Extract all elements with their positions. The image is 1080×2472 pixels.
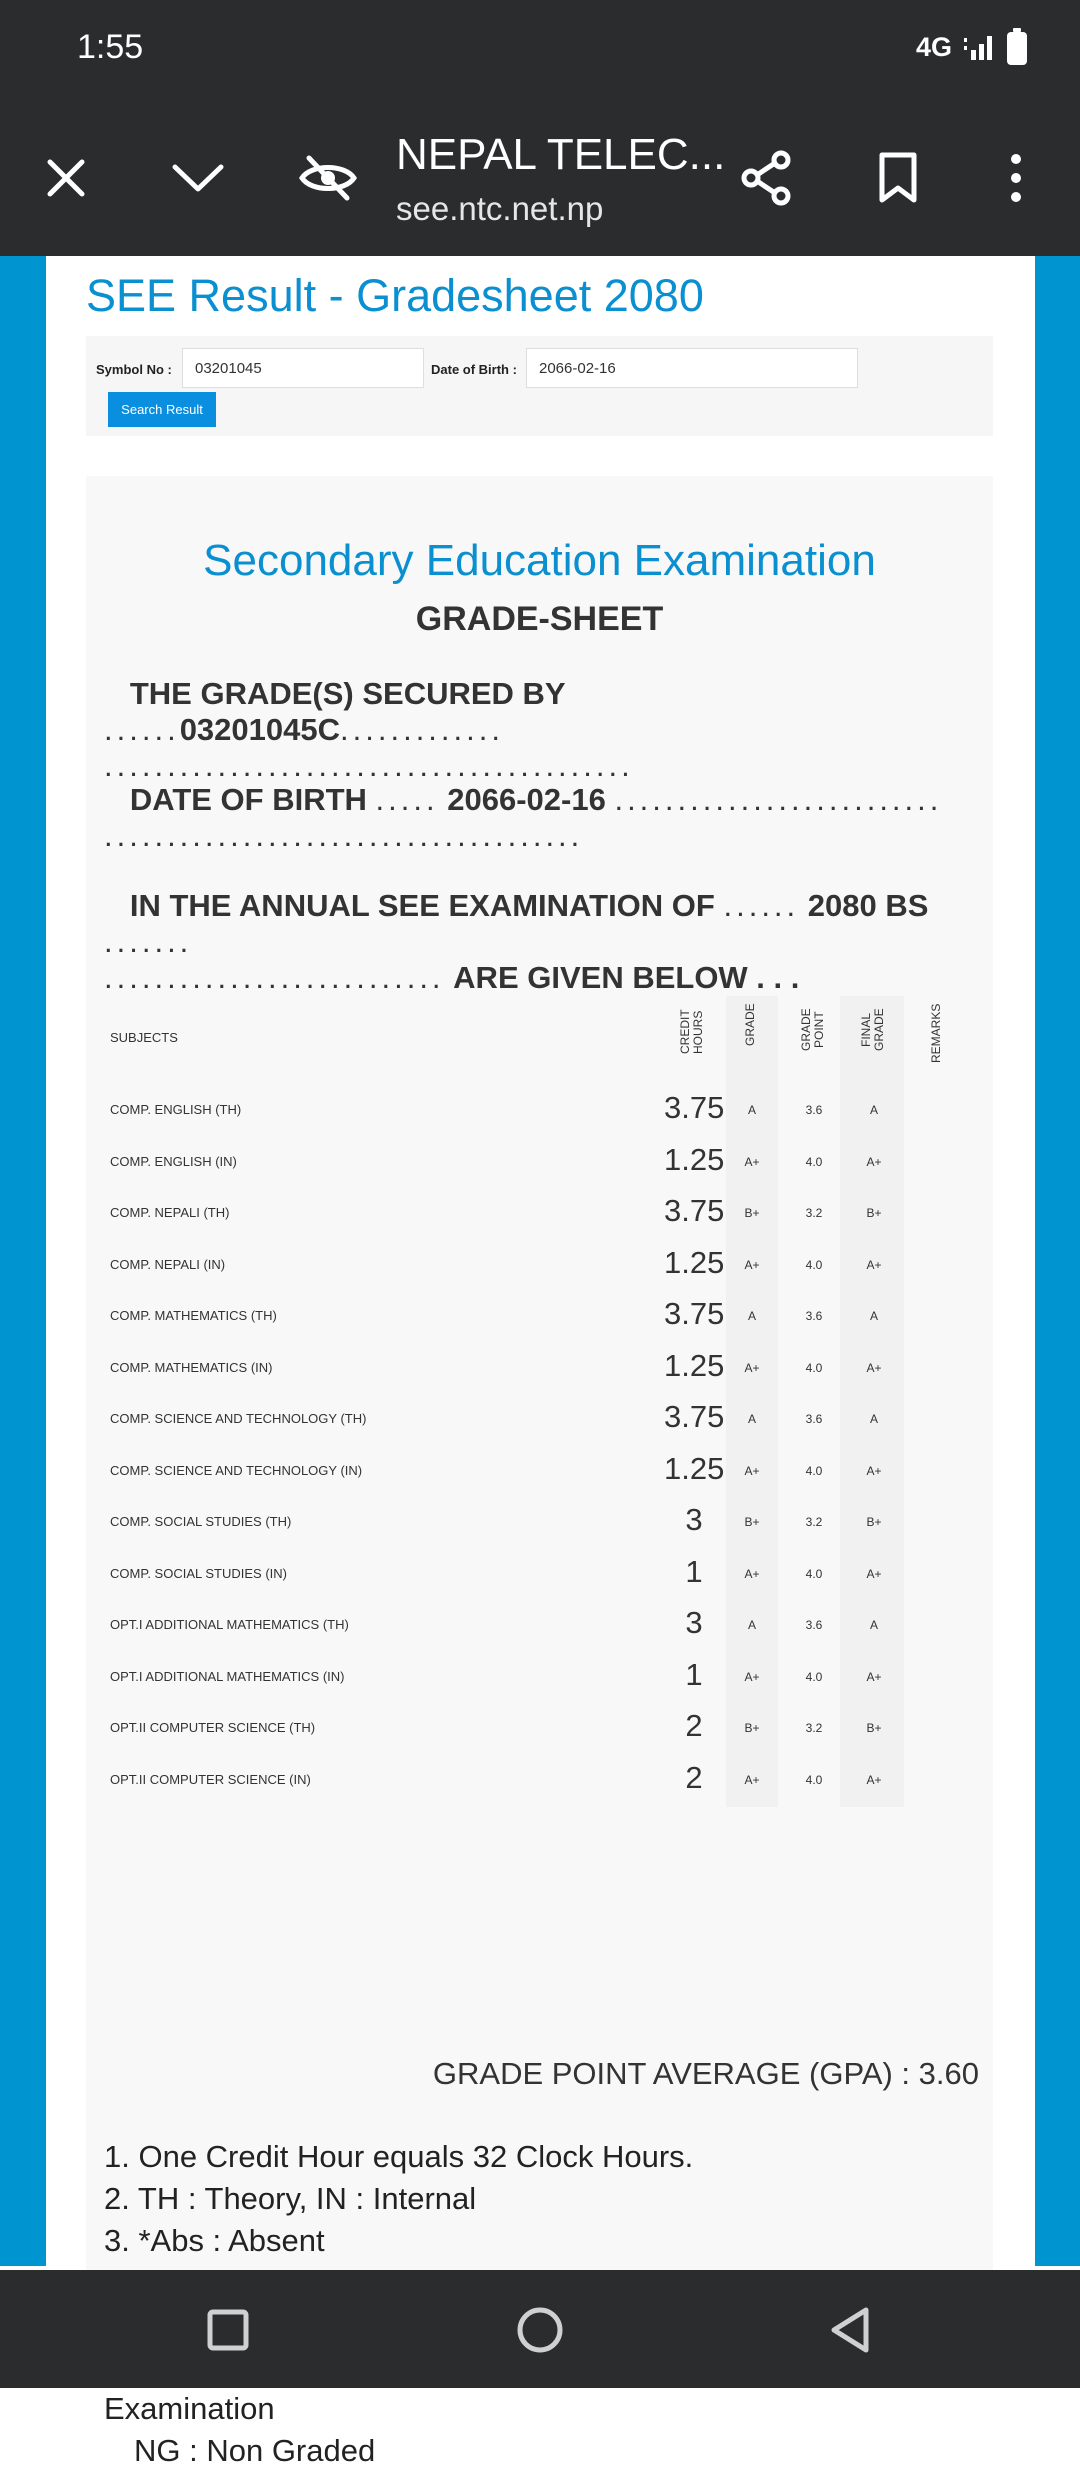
network-type: 4G [915,31,952,62]
subject-cell: OPT.I ADDITIONAL MATHEMATICS (IN) [110,1668,345,1684]
grade-cell: A [747,1618,756,1632]
table-row [104,1086,974,1138]
subject-cell: COMP. SCIENCE AND TECHNOLOGY (TH) [110,1411,367,1426]
credit-hours-cell: 3 [685,1605,703,1640]
symbol-no-input[interactable]: 03201045 [182,348,424,388]
table-body [104,1086,974,1807]
gradesheet-title: GRADE-SHEET [415,600,664,638]
subject-cell: COMP. MATHEMATICS (TH) [110,1308,277,1323]
grade-cell: A+ [744,1154,760,1169]
subject-cell: COMP. SCIENCE AND TECHNOLOGY (IN) [110,1462,363,1478]
page-panel [46,256,1035,2468]
table-row [104,1138,974,1190]
result-dob-value: 2066-02-16 [447,782,606,817]
dob-label: Date of Birth : [431,362,517,377]
more-options-icon[interactable] [986,148,1046,208]
subjects-header: SUBJECTS [110,1030,178,1045]
grade-cell: B+ [744,1721,760,1735]
note-item: 1. One Credit Hour equals 32 Clock Hours. [104,2139,694,2174]
bookmark-icon[interactable] [868,148,928,208]
grade-point-cell: 3.2 [805,1206,823,1220]
subject-cell: COMP. SOCIAL STUDIES (IN) [110,1565,287,1581]
credit-hours-cell: 3.75 [664,1193,725,1228]
status-indicators [916,28,1028,66]
table-header [104,996,974,1086]
search-form [86,336,993,436]
note-item: 2. TH : Theory, IN : Internal [104,2181,477,2216]
page-url: see.ntc.net.np [396,190,604,227]
credit-hours-cell: 2 [685,1708,703,1743]
final-grade-cell: A [869,1412,878,1426]
table-row [104,1498,974,1550]
navigation-bar [0,2270,1080,2388]
table-row [104,1550,974,1602]
grade-point-cell: 3.6 [805,1618,823,1632]
grade-cell: A [747,1412,756,1426]
back-icon[interactable] [820,2300,880,2360]
credit-hours-cell: 1.25 [664,1244,725,1280]
credit-hours-cell: 2 [685,1759,703,1795]
grade-point-cell: 4.0 [805,1360,823,1375]
final-grade-cell: B+ [866,1515,882,1529]
grade-cell: A [747,1309,756,1323]
final-grade-cell: A [869,1618,878,1632]
table-row [104,1704,974,1756]
note-item: NG : Non Graded [134,2433,376,2468]
grade-point-cell: 3.2 [805,1515,823,1529]
credit-hours-header: CREDIT HOURS [678,1009,705,1055]
table-row [104,1395,974,1447]
result-dob-label: DATE OF BIRTH [129,782,367,817]
grade-point-cell: 3.2 [805,1721,823,1735]
grade-header: GRADE [743,1003,757,1047]
grade-cell: A [747,1103,756,1117]
eye-off-icon[interactable] [298,148,358,208]
grade-point-cell: 4.0 [805,1463,823,1478]
credit-hours-cell: 3 [685,1502,703,1537]
given-below-text: ARE GIVEN BELOW . . . [453,960,800,995]
remarks-header: REMARKS [929,1003,943,1063]
grade-cell: A+ [744,1463,760,1478]
exam-title: Secondary Education Examination [203,536,876,585]
chevron-down-icon[interactable] [168,148,228,208]
credit-hours-cell: 3.75 [664,1296,725,1331]
table-row [104,1344,974,1396]
credit-hours-cell: 1.25 [664,1141,725,1177]
page-title: NEPAL TELEC... [396,130,726,179]
share-icon[interactable] [736,148,796,208]
grade-point-header: GRADE POINT [799,1008,826,1052]
dob-line: DATE OF BIRTH ..... 2066-02-16 .......................... ...................................... [104,782,943,853]
battery-icon [1006,28,1028,66]
note-item: Examination [104,2391,275,2426]
dob-input[interactable]: 2066-02-16 [526,348,858,388]
credit-hours-cell: 1.25 [664,1450,725,1486]
final-grade-cell: A+ [866,1669,882,1684]
signal-icon [962,32,996,62]
table-row [104,1241,974,1293]
final-grade-cell: A+ [866,1463,882,1478]
subject-cell: OPT.II COMPUTER SCIENCE (TH) [110,1720,316,1735]
final-grade-cell: B+ [866,1721,882,1735]
subject-cell: COMP. MATHEMATICS (IN) [110,1359,273,1375]
grade-point-cell: 4.0 [805,1257,823,1272]
grade-point-cell: 3.6 [805,1309,823,1323]
secured-by-value: 03201045C [179,712,341,747]
exam-of-value: 2080 BS [807,888,929,923]
final-grade-cell: A+ [866,1257,882,1272]
table-row [104,1601,974,1653]
subject-cell: OPT.II COMPUTER SCIENCE (IN) [110,1771,311,1787]
grade-cell: A+ [744,1257,760,1272]
search-result-button[interactable]: Search Result [108,392,216,427]
result-card [86,476,993,2468]
grade-point-cell: 3.6 [805,1412,823,1426]
grade-point-cell: 3.6 [805,1103,823,1117]
final-grade-cell: A [869,1309,878,1323]
subject-cell: COMP. NEPALI (TH) [110,1205,230,1220]
gpa-line: GRADE POINT AVERAGE (GPA) : 3.60 [432,2056,979,2091]
status-time: 1:55 [77,28,144,66]
grade-cell: B+ [744,1206,760,1220]
credit-hours-cell: 3.75 [664,1090,725,1125]
grade-point-cell: 4.0 [805,1566,823,1581]
subject-cell: COMP. ENGLISH (TH) [110,1102,242,1117]
grade-cell: A+ [744,1566,760,1581]
final-grade-cell: A+ [866,1154,882,1169]
symbol-no-label: Symbol No : [96,362,172,377]
grade-cell: A+ [744,1669,760,1684]
secured-by-line: THE GRADE(S) SECURED BY ......03201045C............. .......................................... [104,676,634,783]
recent-apps-icon[interactable] [198,2300,258,2360]
note-item: 3. *Abs : Absent [104,2223,325,2258]
credit-hours-cell: 1 [685,1553,703,1589]
table-row [104,1653,974,1705]
final-grade-cell: A [869,1103,878,1117]
grade-point-cell: 4.0 [805,1772,823,1787]
credit-hours-cell: 3.75 [664,1399,725,1434]
home-icon[interactable] [510,2300,570,2360]
table-row [104,1292,974,1344]
table-row [104,1189,974,1241]
final-grade-cell: A+ [866,1360,882,1375]
subject-cell: COMP. SOCIAL STUDIES (TH) [110,1514,292,1529]
table-row [104,1447,974,1499]
site-heading: SEE Result - Gradesheet 2080 [86,270,704,321]
grade-table [104,996,974,1807]
grade-cell: A+ [744,1360,760,1375]
exam-of-line: IN THE ANNUAL SEE EXAMINATION OF ...... 2080 BS ....... ........................... ARE GIVEN BELOW . . . [104,888,929,995]
table-row [104,1756,974,1808]
grade-point-cell: 4.0 [805,1669,823,1684]
subject-cell: COMP. NEPALI (IN) [110,1256,226,1272]
close-icon[interactable] [36,148,96,208]
secured-by-label: THE GRADE(S) SECURED BY [129,676,566,711]
credit-hours-cell: 1.25 [664,1347,725,1383]
grade-point-cell: 4.0 [805,1154,823,1169]
final-grade-header: FINAL GRADE [859,1008,886,1052]
credit-hours-cell: 1 [685,1656,703,1692]
browser-toolbar [0,100,1080,256]
final-grade-cell: A+ [866,1566,882,1581]
final-grade-cell: A+ [866,1772,882,1787]
web-viewport [0,256,1080,2468]
subject-cell: OPT.I ADDITIONAL MATHEMATICS (TH) [110,1617,349,1632]
grade-cell: A+ [744,1772,760,1787]
status-bar [0,0,1080,100]
final-grade-cell: B+ [866,1206,882,1220]
exam-of-label: IN THE ANNUAL SEE EXAMINATION OF [129,888,715,923]
subject-cell: COMP. ENGLISH (IN) [110,1153,237,1169]
grade-cell: B+ [744,1515,760,1529]
